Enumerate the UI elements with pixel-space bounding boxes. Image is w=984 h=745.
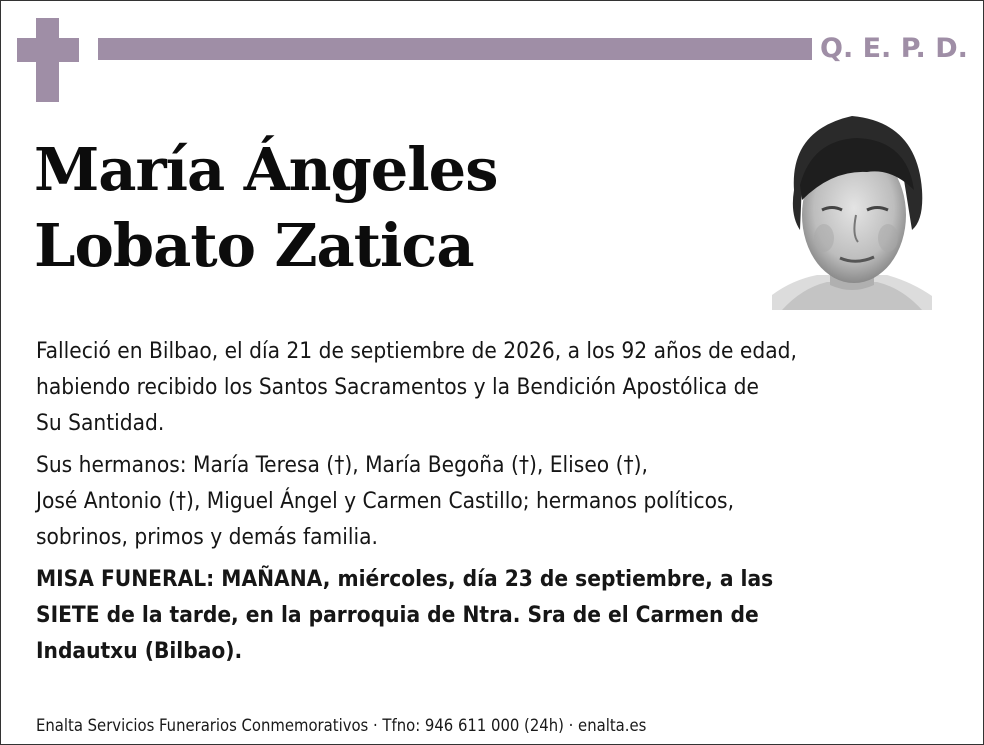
obituary-body xyxy=(36,333,951,675)
mass-line: MISA FUNERAL: MAÑANA, miércoles, día 23 de septiembre, a las xyxy=(36,566,774,592)
death-line: Su Santidad. xyxy=(36,410,165,436)
death-paragraph xyxy=(36,333,951,441)
header-rule xyxy=(98,38,812,60)
deceased-name xyxy=(34,132,497,284)
mass-line: SIETE de la tarde, en la parroquia de Ntra. Sra de el Carmen de xyxy=(36,602,759,628)
portrait-photo xyxy=(772,110,932,310)
death-line: habiendo recibido los Santos Sacramentos y la Bendición Apostólica de xyxy=(36,374,759,400)
footer-credit: Enalta Servicios Funerarios Conmemorativos · Tfno: 946 611 000 (24h) · enalta.es xyxy=(36,716,647,735)
death-line: Falleció en Bilbao, el día 21 de septiembre de 2026, a los 92 años de edad, xyxy=(36,338,797,364)
mass-paragraph xyxy=(36,561,951,669)
portrait-image xyxy=(772,110,932,310)
family-paragraph xyxy=(36,447,951,555)
name-line-1: María Ángeles xyxy=(34,135,498,204)
name-line-2: Lobato Zatica xyxy=(34,211,474,280)
family-line: José Antonio (†), Miguel Ángel y Carmen Castillo; hermanos políticos, xyxy=(36,488,735,514)
cross-icon-bar xyxy=(17,38,79,62)
family-line: sobrinos, primos y demás familia. xyxy=(36,524,378,550)
qepd-label: Q. E. P. D. xyxy=(820,33,968,64)
family-line: Sus hermanos: María Teresa (†), María Begoña (†), Eliseo (†), xyxy=(36,452,648,478)
mass-line: Indautxu (Bilbao). xyxy=(36,638,243,664)
